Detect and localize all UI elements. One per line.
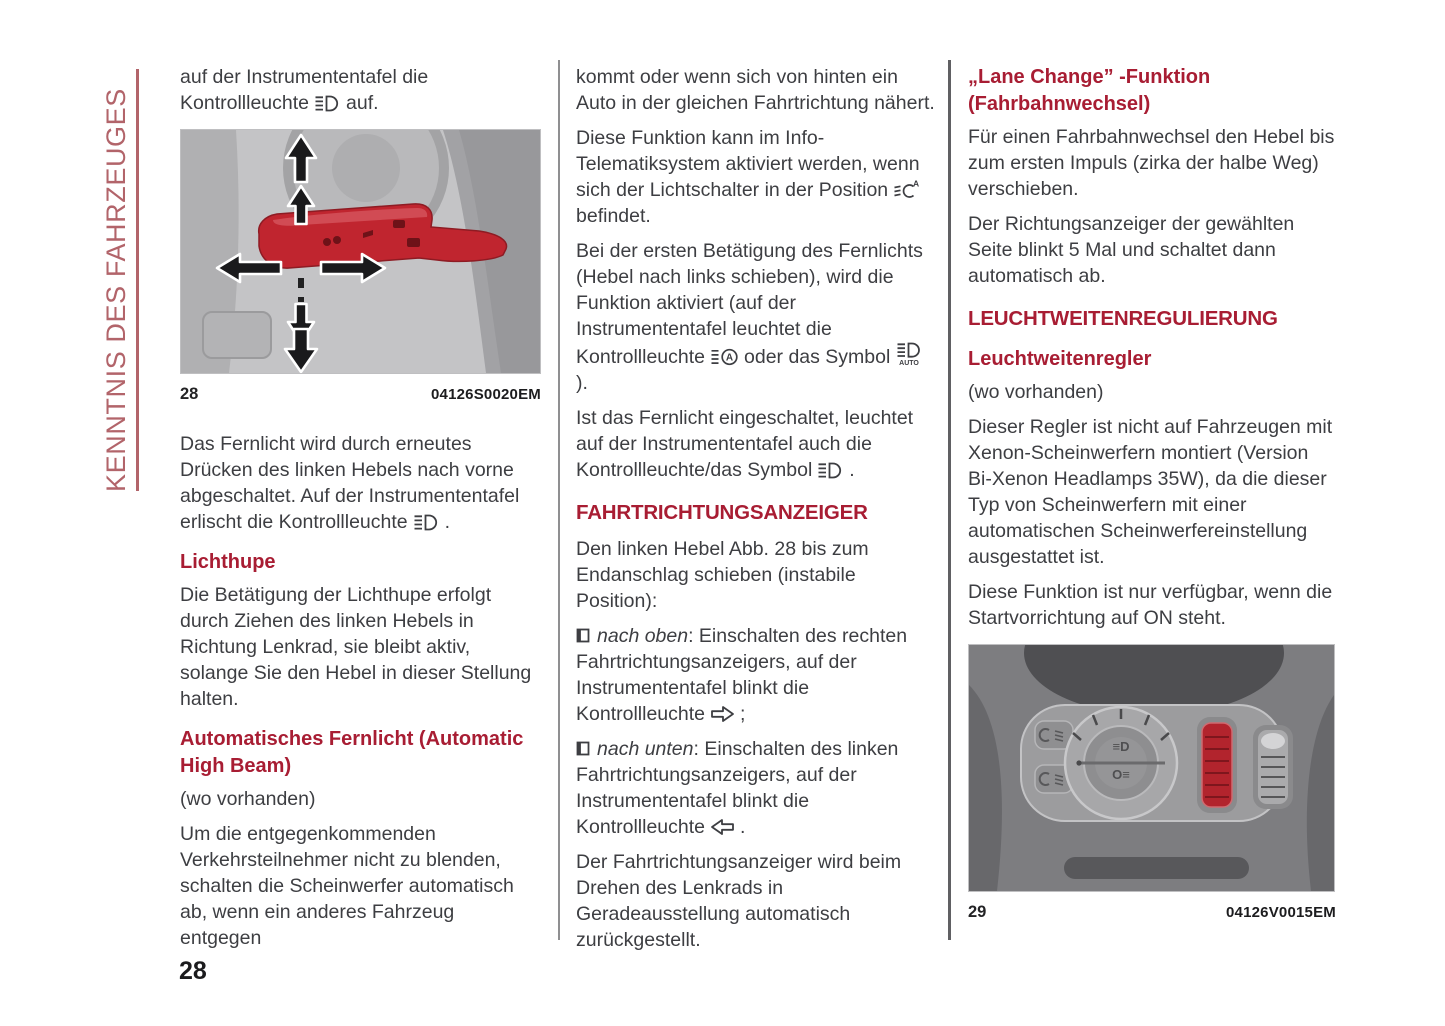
note-wo-vorhanden: (wo vorhanden): [968, 381, 1104, 403]
paragraph-betaetigung: Bei der ersten Betätigung des Fernlichts (Hebel nach links schieben), wird die Funktion aktiviert (auf der Instrumententafel leuchtet die Kontrollleuchte A oder das Symbol AUTO ).: [576, 240, 923, 394]
paragraph-lichthupe: Die Betätigung der Lichthupe erfolgt durch Ziehen des linken Hebels in Richtung Lenkrad, sie bleibt aktiv, solange Sie den Hebel in dieser Stellung halten.: [180, 584, 532, 710]
sidebar-chapter-label: KENNTNIS DES FAHRZEUGES: [101, 88, 131, 492]
high-beam-icon: [413, 514, 440, 531]
heading-lane-change: „Lane Change” -Funktion (Fahrbahnwechsel): [968, 66, 1211, 115]
paragraph-regler: Dieser Regler ist nicht auf Fahrzeugen mit Xenon-Scheinwerfern montiert (Version Bi-Xenon Headlamps 35W), da die dieser Typ von Scheinwerfern mit einer automatischen Scheinwerfereinstellung ausgestattet ist.: [968, 416, 1333, 568]
svg-text:O≡: O≡: [1112, 767, 1130, 782]
figure-28-image: [180, 129, 541, 374]
square-bullet-icon: [576, 741, 590, 756]
auto-high-beam-icon: [710, 348, 739, 366]
paragraph-continuation: kommt oder wenn sich von hinten ein Auto in der gleichen Fahrtrichtung nähert.: [576, 66, 935, 114]
column-divider-1: [558, 60, 560, 940]
left-arrow-icon: [710, 818, 735, 836]
list-item-nach-unten: nach unten: Einschalten des linken Fahrtrichtungsanzeigers, auf der Instrumententafel blinkt die Kontrollleuchte .: [576, 738, 899, 838]
paragraph-lane-1: Für einen Fahrbahnwechsel den Hebel bis zum ersten Impuls (zirka der halbe Weg) verschieben.: [968, 126, 1335, 200]
light-switch-dial: [1065, 707, 1177, 819]
figure-29-caption: [968, 899, 1336, 926]
square-bullet-icon: [576, 628, 590, 643]
heading-leuchtweitenregler: Leuchtweitenregler: [968, 348, 1152, 370]
figure-29-number: 29: [968, 903, 987, 921]
auto-light-position-icon: [893, 180, 919, 199]
paragraph-automatisches-fernlicht: Um die entgegenkommenden Verkehrsteilnehmer nicht zu blenden, schalten die Scheinwerfer automatisch ab, wenn ein anderes Fahrzeug entgegen: [180, 823, 514, 949]
figure-28-code: 04126S0020EM: [431, 386, 541, 403]
column-middle: [576, 64, 940, 962]
right-arrow-icon: [710, 705, 735, 723]
paragraph-hebel: Den linken Hebel Abb. 28 bis zum Endanschlag schieben (instabile Position):: [576, 538, 869, 612]
high-beam-icon: [817, 462, 844, 479]
dimmer-wheel: [1253, 725, 1293, 809]
headlight-leveling-wheel: [1197, 717, 1237, 813]
svg-text:A: A: [725, 352, 734, 364]
column-left: [180, 64, 541, 960]
paragraph-on: Diese Funktion ist nur verfügbar, wenn die Startvorrichtung auf ON steht.: [968, 581, 1333, 629]
heading-fahrtrichtungsanzeiger: FAHRTRICHTUNGSANZEIGER: [576, 501, 868, 524]
column-divider-2: [948, 60, 951, 940]
heading-leuchtweitenregulierung: LEUCHTWEITENREGULIERUNG: [968, 307, 1278, 330]
column-right: [968, 64, 1336, 949]
figure-29: [968, 644, 1336, 926]
svg-text:A: A: [913, 180, 920, 189]
note-wo-vorhanden: (wo vorhanden): [180, 788, 316, 810]
figure-28-caption: [180, 381, 541, 408]
paragraph-lane-2: Der Richtungsanzeiger der gewählten Seite blinkt 5 Mal und schaltet dann automatisch ab.: [968, 213, 1295, 287]
figure-29-code: 04126V0015EM: [1226, 904, 1336, 921]
sidebar-rule: [136, 69, 139, 491]
figure-29-image: [968, 644, 1335, 892]
svg-text:AUTO: AUTO: [899, 360, 920, 366]
high-beam-auto-icon: [895, 342, 923, 366]
paragraph-fernlicht-aus: Das Fernlicht wird durch erneutes Drücken des linken Hebels nach vorne abgeschaltet. Auf der Instrumententafel erlischt die Kontrollleuchte .: [180, 433, 520, 533]
paragraph-eingeschaltet: Ist das Fernlicht eingeschaltet, leuchtet auf der Instrumententafel auch die Kontrollleuchte/das Symbol .: [576, 407, 914, 481]
paragraph-telematik: Diese Funktion kann im Info-Telematiksystem aktiviert werden, wenn sich der Lichtschalter in der Position A befindet.: [576, 127, 920, 227]
paragraph-zurueckstellung: Der Fahrtrichtungsanzeiger wird beim Drehen des Lenkrads in Geradeausstellung automatisch zurückgestellt.: [576, 851, 902, 951]
figure-28: [180, 129, 541, 408]
heading-lichthupe: Lichthupe: [180, 551, 276, 573]
heading-automatisches-fernlicht: Automatisches Fernlicht (Automatic High Beam): [180, 728, 524, 777]
page-number: 28: [179, 957, 207, 985]
figure-28-number: 28: [180, 385, 199, 403]
paragraph-intro: auf der Instrumententafel die Kontrollleuchte auf.: [180, 66, 429, 114]
list-item-nach-oben: nach oben: Einschalten des rechten Fahrtrichtungsanzeigers, auf der Instrumententafel blinkt die Kontrollleuchte ;: [576, 625, 908, 725]
svg-text:≡D: ≡D: [1112, 739, 1130, 754]
high-beam-icon: [314, 95, 341, 112]
